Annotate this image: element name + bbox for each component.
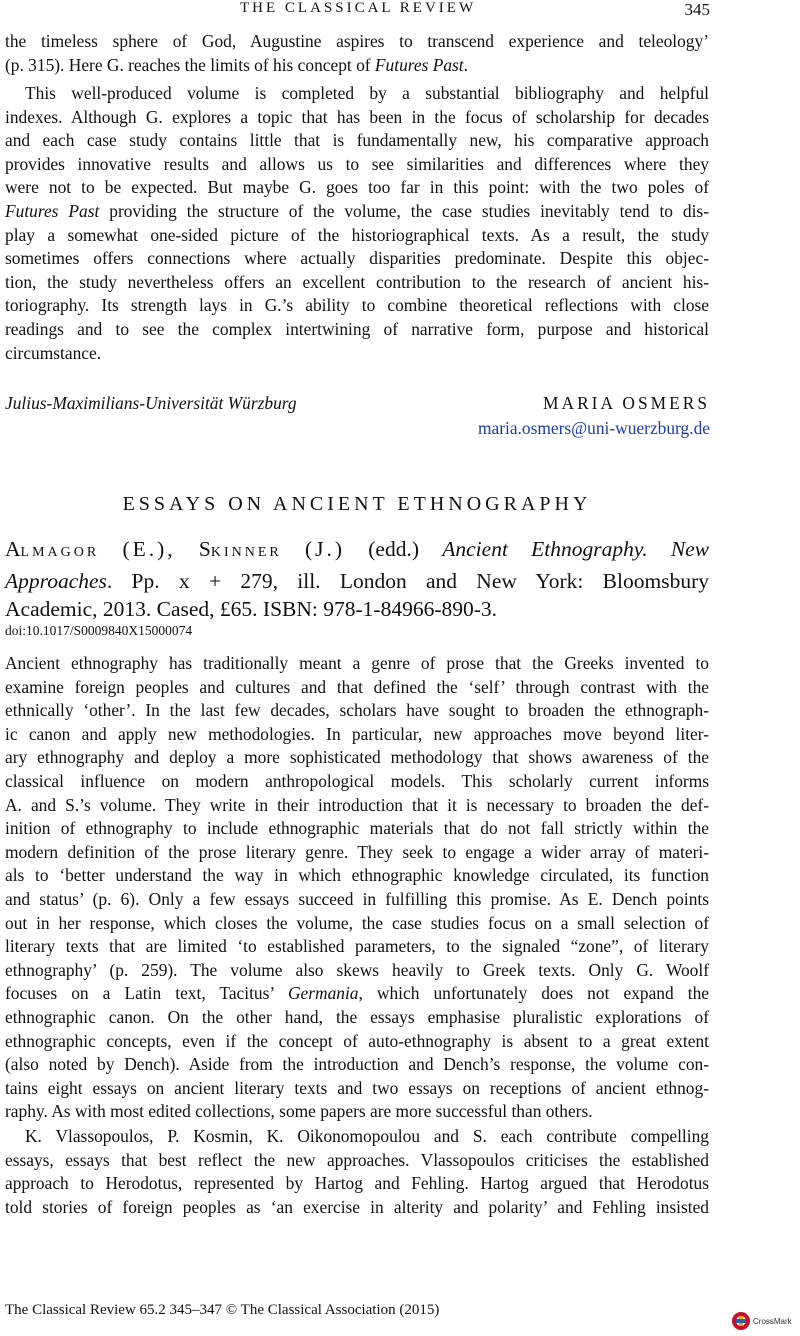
text-line: modern definition of the prose literary genre. They seek to engage a wider array of materi- <box>5 841 709 862</box>
editor-1-initial: A <box>5 537 21 561</box>
crossmark-badge[interactable] <box>731 1311 793 1331</box>
text-line: indexes. Although G. explores a topic that has been in the focus of scholarship for decades <box>5 106 709 127</box>
text-line: Futures Past providing the structure of the volume, the case studies inevitably tend to dis- <box>5 200 709 221</box>
doi: doi:10.1017/S0009840X15000074 <box>5 623 193 638</box>
text-line: and status’ (p. 6). Only a few essays succeed in fulfilling this promise. As E. Dench points <box>5 888 709 909</box>
editor-1-surname: LMAGOR <box>20 545 100 560</box>
editor-2-surname: KINNER <box>210 545 282 560</box>
citation-line <box>5 567 709 595</box>
journal-footer: The Classical Review 65.2 345–347 © The Classical Association (2015) <box>5 1302 440 1318</box>
book-citation <box>5 535 709 623</box>
review-section-heading: ESSAYS ON ANCIENT ETHNOGRAPHY <box>122 493 592 515</box>
text-line: K. Vlassopoulos, P. Kosmin, K. Oikonomopoulou and S. each contribute compelling <box>25 1126 709 1146</box>
text-line: als to ‘better understand the way in which ethnographic knowledge circulated, its function <box>5 865 709 886</box>
page-number: 345 <box>684 0 710 19</box>
review-body-paragraph-1 <box>5 652 709 1124</box>
text-line: inition of ethnography to include ethnographic materials that do not fall strictly within the <box>5 818 709 839</box>
text-line: readings and to see the complex intertwining of narrative form, purpose and historical <box>5 318 709 339</box>
reviewer-email-link[interactable]: maria.osmers@uni-wuerzburg.de <box>477 418 710 438</box>
editors-abbrev: (edd.) <box>368 537 420 561</box>
text-line: approach to Herodotus, represented by Hartog and Fehling. Hartog argued that Herodotus <box>5 1173 709 1194</box>
reviewer-name: MARIA OSMERS <box>543 393 710 413</box>
journal-running-title: THE CLASSICAL REVIEW <box>240 0 477 16</box>
text-line: ic canon and apply new methodologies. In particular, new approaches move beyond liter- <box>5 723 709 744</box>
citation-line <box>5 535 709 567</box>
text-line: ary ethnography and deploy a more sophisticated methodology that shows awareness of the <box>5 747 709 768</box>
text-line: tion, the study nevertheless offers an excellent contribution to the research of ancient his- <box>5 271 709 292</box>
book-title-part-1: Ancient Ethnography. New <box>442 537 710 561</box>
editor-2-initials: (J.) <box>304 537 346 561</box>
text-line: This well-produced volume is completed by a substantial bibliography and helpful <box>25 83 709 103</box>
italic-title: Futures Past <box>5 200 100 221</box>
text-line: essays, essays that best reflect the new approaches. Vlassopoulos criticises the established <box>5 1149 709 1170</box>
text-line: circumstance. <box>5 342 102 363</box>
text-line: told stories of foreign peoples as ‘an exercise in alterity and polarity’ and Fehling insisted <box>5 1196 709 1217</box>
italic-title: Futures Past <box>374 54 464 75</box>
citation-line: Academic, 2013. Cased, £65. ISBN: 978-1-84966-890-3. <box>5 597 498 621</box>
text-line: literary texts that are limited ‘to established parameters, to the signaled “zone”, of literary <box>5 936 709 957</box>
editor-2-initial: S <box>198 537 211 561</box>
text-line: ethnographic canon. On the other hand, the essays emphasise pluralistic explorations of <box>5 1006 709 1027</box>
text-line: examine foreign peoples and cultures and that defined the ‘self’ through contrast with the <box>5 676 709 697</box>
prev-review-paragraph-1 <box>5 30 709 77</box>
text-line: ethnography’ (p. 259). The volume also skews heavily to Greek texts. Only G. Woolf <box>5 959 709 980</box>
reviewer-affiliation: Julius-Maximilians-Universität Würzburg <box>5 393 297 413</box>
text-line: focuses on a Latin text, Tacitus’ Germania, which unfortunately does not expand the <box>5 983 710 1004</box>
text-line: out in her response, which closes the volume, the case studies focus on a small selection of <box>5 912 709 933</box>
text-line: Ancient ethnography has traditionally meant a genre of prose that the Greeks invented to <box>5 653 709 673</box>
text-line: the timeless sphere of God, Augustine aspires to transcend experience and teleology’ <box>5 31 709 51</box>
text-line: tains eight essays on ancient literary texts and two essays on receptions of ancient ethnog- <box>5 1077 709 1098</box>
book-title-part-2: Approaches <box>5 569 107 593</box>
text-line: provides innovative results and allows us to see similarities and differences where they <box>5 153 709 174</box>
text-line: A. and S.’s volume. They write in their introduction that it is necessary to broaden the def- <box>5 794 709 815</box>
text-line: ethnographic concepts, even if the concept of auto-ethnography is absent to a great extent <box>5 1030 709 1051</box>
text-line: toriography. Its strength lays in G.’s ability to combine theoretical reflections with close <box>5 295 709 316</box>
review-body-paragraph-2 <box>5 1125 709 1219</box>
text-line: (p. 315). Here G. reaches the limits of his concept of Futures Past. <box>5 54 469 75</box>
text-line: and each case study contains little that is fundamentally new, his comparative approach <box>5 130 709 151</box>
running-head <box>0 0 800 20</box>
text-line: play a somewhat one-sided picture of the historiographical texts. As a result, the study <box>5 224 709 245</box>
text-line: sometimes offers connections where actually disparities predominate. Despite this objec- <box>5 248 709 269</box>
italic-title: Germania <box>287 983 359 1004</box>
text-line: raphy. As with most edited collections, some papers are more successful than others. <box>5 1101 593 1122</box>
editor-1-initials: (E.), <box>122 537 176 561</box>
text-line: were not to be expected. But maybe G. goes too far in this point: with the two poles of <box>5 177 709 198</box>
crossmark-label: CrossMark <box>753 1317 792 1326</box>
text-line: (also noted by Dench). Aside from the introduction and Dench’s response, the volume con- <box>5 1054 709 1075</box>
prev-review-paragraph-2 <box>5 82 709 365</box>
crossmark-icon <box>731 1311 751 1331</box>
book-publication-details: . Pp. x + 279, ill. London and New York: Bloomsbury <box>106 569 709 593</box>
text-line: classical influence on modern anthropological models. This scholarly current informs <box>5 770 709 791</box>
text-line: ethnically ‘other’. In the last few decades, scholars have sought to broaden the ethnograph- <box>5 700 709 721</box>
